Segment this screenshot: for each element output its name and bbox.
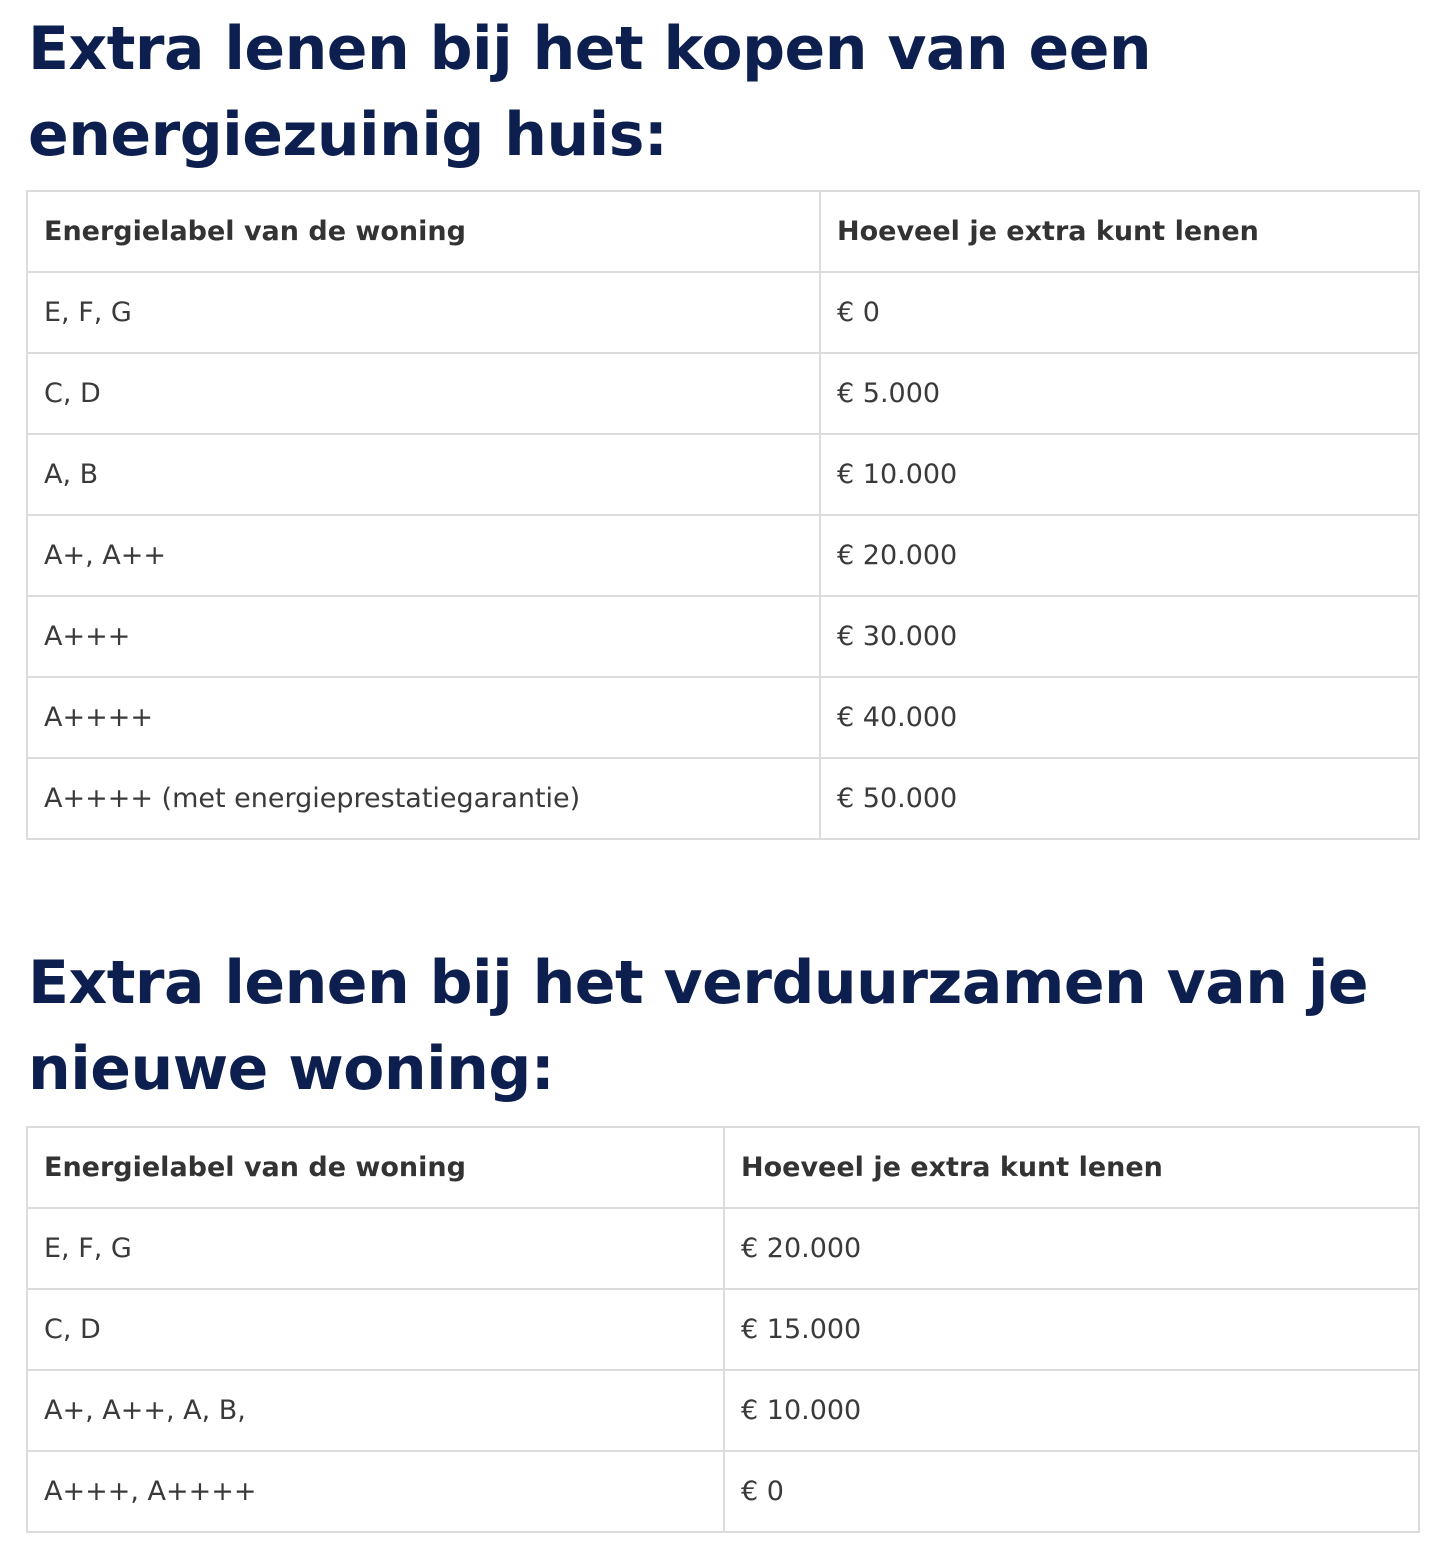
cell-extra-amount: € 5.000 — [820, 353, 1419, 434]
cell-energy-label: A+, A++ — [27, 515, 820, 596]
cell-energy-label: C, D — [27, 353, 820, 434]
table-row — [27, 1208, 1419, 1289]
cell-energy-label: A, B — [27, 434, 820, 515]
cell-energy-label: E, F, G — [27, 1208, 724, 1289]
cell-energy-label: C, D — [27, 1289, 724, 1370]
table-row — [27, 353, 1419, 434]
cell-extra-amount: € 20.000 — [820, 515, 1419, 596]
section-title-buy: Extra lenen bij het kopen van een energiezuinig huis: — [28, 14, 1152, 170]
table-row — [27, 1289, 1419, 1370]
loan-table-buy — [26, 190, 1420, 840]
table-row — [27, 1370, 1419, 1451]
cell-extra-amount: € 20.000 — [724, 1208, 1419, 1289]
cell-energy-label: A++++ (met energieprestatiegarantie) — [27, 758, 820, 839]
cell-energy-label: A+++, A++++ — [27, 1451, 724, 1532]
cell-extra-amount: € 10.000 — [724, 1370, 1419, 1451]
cell-extra-amount: € 0 — [724, 1451, 1419, 1532]
cell-energy-label: A+++ — [27, 596, 820, 677]
section-title-renovate: Extra lenen bij het verduurzamen van je nieuwe woning: — [28, 948, 1369, 1104]
table-row — [27, 596, 1419, 677]
header-energy-label: Energielabel van de woning — [27, 1127, 724, 1208]
cell-extra-amount: € 40.000 — [820, 677, 1419, 758]
table-row — [27, 1451, 1419, 1532]
cell-extra-amount: € 15.000 — [724, 1289, 1419, 1370]
cell-energy-label: E, F, G — [27, 272, 820, 353]
loan-table-renovate — [26, 1126, 1420, 1533]
table-header-row — [27, 1127, 1419, 1208]
table-row — [27, 434, 1419, 515]
table-row — [27, 677, 1419, 758]
table-row — [27, 515, 1419, 596]
cell-energy-label: A++++ — [27, 677, 820, 758]
cell-extra-amount: € 10.000 — [820, 434, 1419, 515]
header-extra-amount: Hoeveel je extra kunt lenen — [724, 1127, 1419, 1208]
header-extra-amount: Hoeveel je extra kunt lenen — [820, 191, 1419, 272]
cell-extra-amount: € 30.000 — [820, 596, 1419, 677]
header-energy-label: Energielabel van de woning — [27, 191, 820, 272]
cell-extra-amount: € 0 — [820, 272, 1419, 353]
table-row — [27, 758, 1419, 839]
cell-energy-label: A+, A++, A, B, — [27, 1370, 724, 1451]
cell-extra-amount: € 50.000 — [820, 758, 1419, 839]
table-row — [27, 272, 1419, 353]
table-header-row — [27, 191, 1419, 272]
